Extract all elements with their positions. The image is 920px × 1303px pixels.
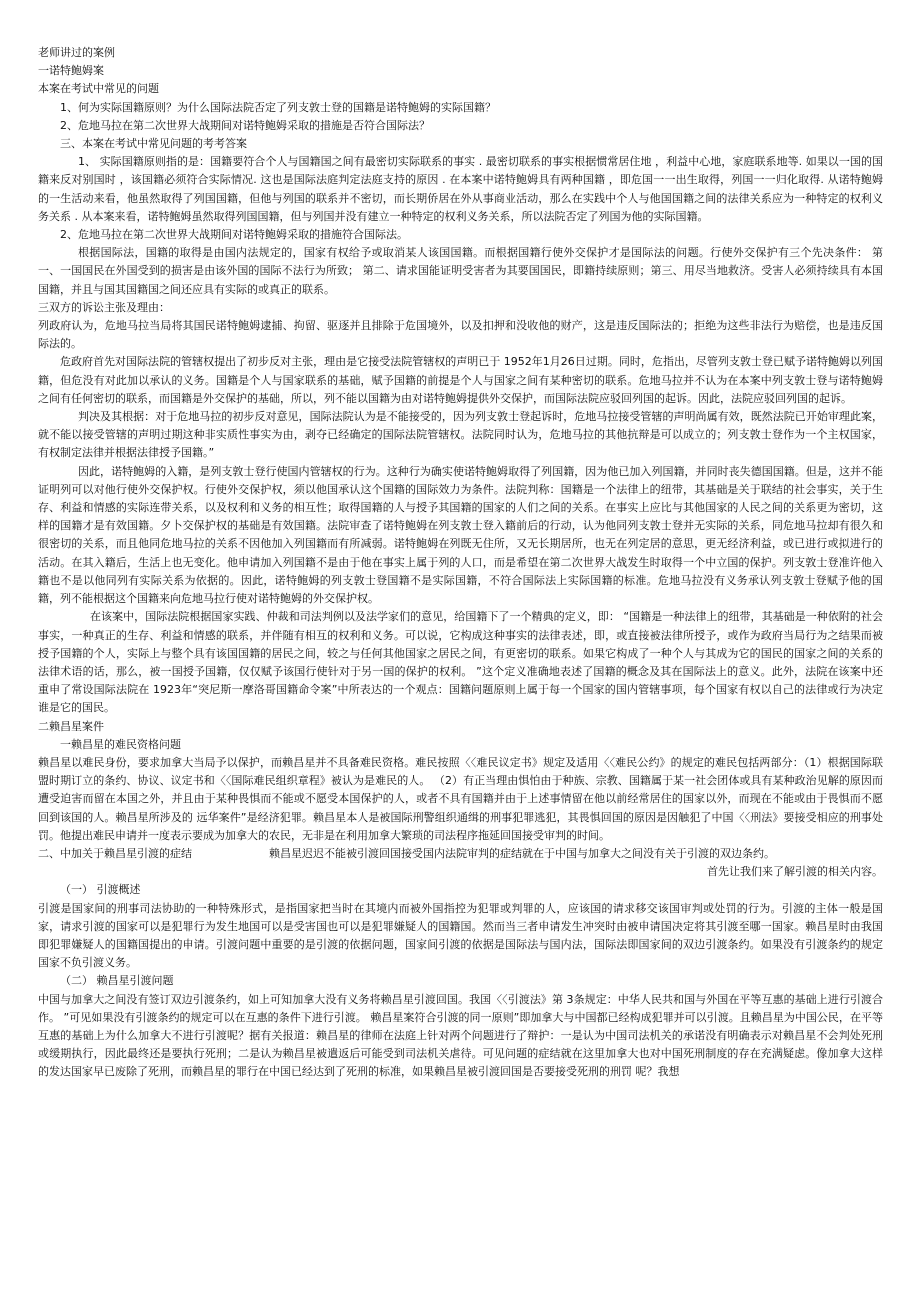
judgment: 判决及其根据：对于危地马拉的初步反对意见，国际法院认为是不能接受的，因为列支敦士登起诉时，危地马拉接受管辖的声明尚属有效，既然法院已开始审理此案，就不能以接受管辖的声明过期这种非实质性事实为由，剥夺已经确定的国际法院管辖权。法院同时认为，危地马拉的其他抗辩是可以成立的；列支敦士登作为一个主权国家，有权制定法律并根据法律授予国籍。” (38, 410, 883, 460)
refugee-paragraph: 赖昌星以难民身份，要求加拿大当局予以保护，而赖昌星并不具备难民资格。难民按照〈〈难民议定书》规定及适用〈〈难民公约》的规定的难民包括两部分：（1）根据国际联盟时期订立的条约、协议、议定书和〈〈国际难民组织章程》被认为是难民的人。 （2）有正当理由惧怕由于种族、宗教、国籍属于某一社会团体或具有某种政治见解的原因而遭受迫害而留在本国之外，并且由于某种畏惧而不能或不愿受本国保护的人，或者不具有国籍并由于上述事情留在他以前经常居住的国家以外，而现在不能或由于畏惧而不愿回到该国的人。赖昌星所涉及的 远华案件”是经济犯罪。赖昌星本人是被国际刑警组织通缉的刑事犯罪逃犯，其畏惧回国的原因是因触犯了中国〈〈刑法》要接受相应的刑事处罚。他提出难民申请并一度表示要成为加拿大的农民，无非是在利用加拿大繁琐的司法程序拖延回国接受审判的时间。 (38, 755, 883, 842)
question-2: 2、危地马拉在第二次世界大战期间对诺特鲍姆采取的措施是否符合国际法？ (60, 118, 430, 132)
liechtenstein-claim: 列政府认为，危地马拉当局将其国民诺特鲍姆逮捕、拘留、驱逐并且排除于危国境外，以及扣押和没收他的财产，这是违反国际法的；拒绝为这些非法行为赔偿，也是违反国际法的。 (38, 319, 883, 351)
answer-1: 1、 实际国籍原则指的是：国籍要符合个人与国籍国之间有最密切实际联系的事实 . 最密切联系的事实根据惯常居住地 ，利益中心地，家庭联系地等. 如果以一国的国籍来反对别国时 ，该国籍必须符合实际情况. 这也是国际法庭判定法庭支持的原因 . 在本案中诺特鲍姆具有两种国籍 ，即危国一一出生取得，列国一一归化取得. 从诺特鲍姆的一生活动来看，他虽然取得了列国国籍，但他与列国的联系并不密切，而长期侨居在外从事商业活动，那么在实践中个人与他国国籍之间的法律关系应为一种特定的权利义务关系 . 从本案来看，诺特鲍姆虽然取得列国国籍，但与列国并没有建立一种特定的权利义务关系，所以法院否定了列国为他的实际国籍。 (38, 155, 883, 223)
answer-2: 根据国际法，国籍的取得是由国内法规定的，国家有权给予或取消某人该国国籍。而根据国籍行使外交保护才是国际法的问题。行使外交保护有三个先决条件： 第一、一国国民在外国受到的损害是由该外国的国际不法行为所致； 第二、请求国能证明受害者为其要国国民，即籍持续原则；第三、用尽当地救济。受害人必须持续具有本国国籍，并且与国其国籍国之间还应具有实际的或真正的联系。 (38, 246, 883, 296)
guatemala-claim: 危政府首先对国际法院的管辖权提出了初步反对主张，理由是它接受法院管辖权的声明已于 1952年1月26日过期。同时，危指出，尽管列支敦士登已赋予诺特鲍姆以列国籍，但危没有对此加以承认的义务。国籍是个人与国家联系的基础，赋予国籍的前提是个人与国家之间有某种密切的联系。危地马拉并不认为在本案中列支敦士登与诺特鲍姆之间有任何密切的联系，而国籍是外交保护的基础，所以，列不能以国籍为由对诺特鲍姆提供外交保护，而国际法院应驳回列国的起诉。因此，法院应驳回列国的起诉。 (38, 355, 883, 405)
crux-text: 赖昌星迟迟不能被引渡回国接受国内法院审判的症结就在于中国与加拿大之间没有关于引渡的双边条约。 (269, 846, 775, 860)
lai-extradition-heading: （二） 赖昌星引渡问题 (60, 974, 174, 988)
crux-intro: 首先让我们来了解引渡的相关内容。 (707, 865, 883, 879)
case2-heading: 二赖昌星案件 (38, 719, 104, 733)
answer-2-heading: 2、危地马拉在第二次世界大战期间对诺特鲍姆采取的措施符合国际法。 (60, 228, 408, 242)
reasoning: 因此，诺特鲍姆的入籍，是列支敦士登行使国内管辖权的行为。这种行为确实使诺特鲍姆取得了列国籍，因为他已加入列国籍，并同时丧失德国国籍。但是，这并不能证明列可以对他行使外交保护权。行使外交保护权，须以他国承认这个国籍的国际效力为条件。法院判称：国籍是一个法律上的纽带，其基础是关于联结的社会事实，关于生存、利益和情感的实际连带关系，以及权利和义务的相互性；取得国籍的人与授予其国籍的国家的人们之间的关系。在事实上应比与其他国家的人民之间的关系更为密切，这样的国籍才是有效国籍。夕卜交保护权的基础是有效国籍。法院审查了诺特鲍姆在列支敦士登入籍前后的行动，认为他同列支敦士登并无实际的关系，同危地马拉却有很久和很密切的关系，而且他同危地马拉的关系不因他加入列国籍而有所减弱。诺特鲍姆在列既无住所，又无长期居所，也无在列定居的意思，更无经济利益，或已进行或拟进行的活动。在其入籍后，生活上也无变化。他申请加入列国籍不是由于他在事实上属于列的人口，而是希望在第二次世界大战发生时取得一个中立国的保护。列支敦士登准许他入籍也不是以他同列有实际关系为依据的。因此，诺特鲍姆的列支敦士登国籍不是实际国籍，不符合国际法上实际国籍的标准。危地马拉没有义务承认列支敦士登赋予他的国籍，列不能根据这个国籍来向危地马拉行使对诺特鲍姆的外交保护权。 (38, 464, 883, 606)
arguments-heading: 三双方的诉讼主张及理由： (38, 300, 170, 314)
crux-heading: 二、中加关于赖昌星引渡的症结 (38, 846, 192, 860)
nationality-definition: 在该案中，国际法院根据国家实践、仲裁和司法判例以及法学家们的意见，给国籍下了一个精典的定义，即： “国籍是一种法律上的纽带，其基础是一种依附的社会事实，一种真正的生存、利益和情感的联系，并伴随有相互的权利和义务。可以说，它构成这种事实的法律表述，即，或直接被法律所授予，或作为政府当局行为之结果而被授予国籍的个人，实际上与整个具有该国国籍的居民之间，较之与任何其他国家之居民之间，有更密切的联系。如果它构成了一种个人与其成为它的国民的国家之间的关系的法律术语的话，那么，被一国授予国籍，仅仅赋予该国行使针对于另一国的保护的权利。 ”这个定义准确地表述了国籍的概念及其在国际法上的意义。此外，法院在该案中还重申了常设国际法院在 1923年“突尼斯一摩洛哥国籍命令案”中所表达的一个观点：国籍问题原则上属于每一个国家的国内管辖事项，每个国家有权以自己的法律或行为决定谁是它的国民。 (38, 610, 883, 715)
refugee-heading: 一赖昌星的难民资格问题 (60, 737, 181, 751)
case1-heading: 一诺特鲍姆案 (38, 64, 104, 78)
lai-extradition-text: 中国与加拿大之间没有签订双边引渡条约，如上可知加拿大没有义务将赖昌星引渡回国。我国〈〈引渡法》第 3条规定：中华人民共和国与外国在平等互惠的基础上进行引渡合作。 ”可见如果没有引渡条约的规定可以在互惠的条件下进行引渡。 赖昌星案符合引渡的同一原则”即加拿大与中国都已经构成犯罪并可以引渡。且赖昌星为中国公民，在平等互惠的基础上为什么加拿大不进行引渡呢？据有关报道：赖昌星的律师在法庭上针对两个问题进行了辩护：一是认为中国司法机关的承诺没有明确表示对赖昌星不会判处死刑或缓期执行，因此最终还是要执行死刑；二是认为赖昌星被遣返后可能受到司法机关虐待。可见问题的症结就在这里加拿大也对中国死刑制度的存在充满疑虑。像加拿大这样的发达国家早已废除了死刑，而赖昌星的罪行在中国已经达到了死刑的标准，如果赖昌星被引渡回国是否要接受死刑的刑罚 呢？我想 (38, 992, 883, 1079)
common-questions-heading: 本案在考试中常见的问题 (38, 82, 159, 96)
answers-heading: 三、本案在考试中常见问题的考考答案 (60, 137, 247, 151)
extradition-overview-heading: （一） 引渡概述 (60, 883, 141, 897)
extradition-crux (38, 845, 883, 863)
extradition-overview: 引渡是国家间的刑事司法协助的一种特殊形式，是指国家把当时在其境内而被外国指控为犯罪或判罪的人，应该国的请求移交该国审判或处罚的行为。引渡的主体一般是国家，请求引渡的国家可以是犯罪行为发生地国可以是受害国也可以是犯罪嫌疑人的国籍国。然而当三者申请发生冲突时由被申请国决定将其引渡至哪一国家。赖昌星时由我国即犯罪嫌疑人的国籍国提出的申请。引渡问题中重要的是引渡的依据问题，国家间引渡的依据是国际法与国内法，国际法即国家间的双边引渡条约。如果没有引渡条约的规定国家不负引渡义务。 (38, 901, 883, 970)
question-1: 1、何为实际国籍原则？为什么国际法院否定了列支敦士登的国籍是诺特鲍姆的实际国籍？ (60, 100, 496, 114)
document-page (38, 44, 883, 1082)
doc-title: 老师讲过的案例 (38, 46, 115, 59)
